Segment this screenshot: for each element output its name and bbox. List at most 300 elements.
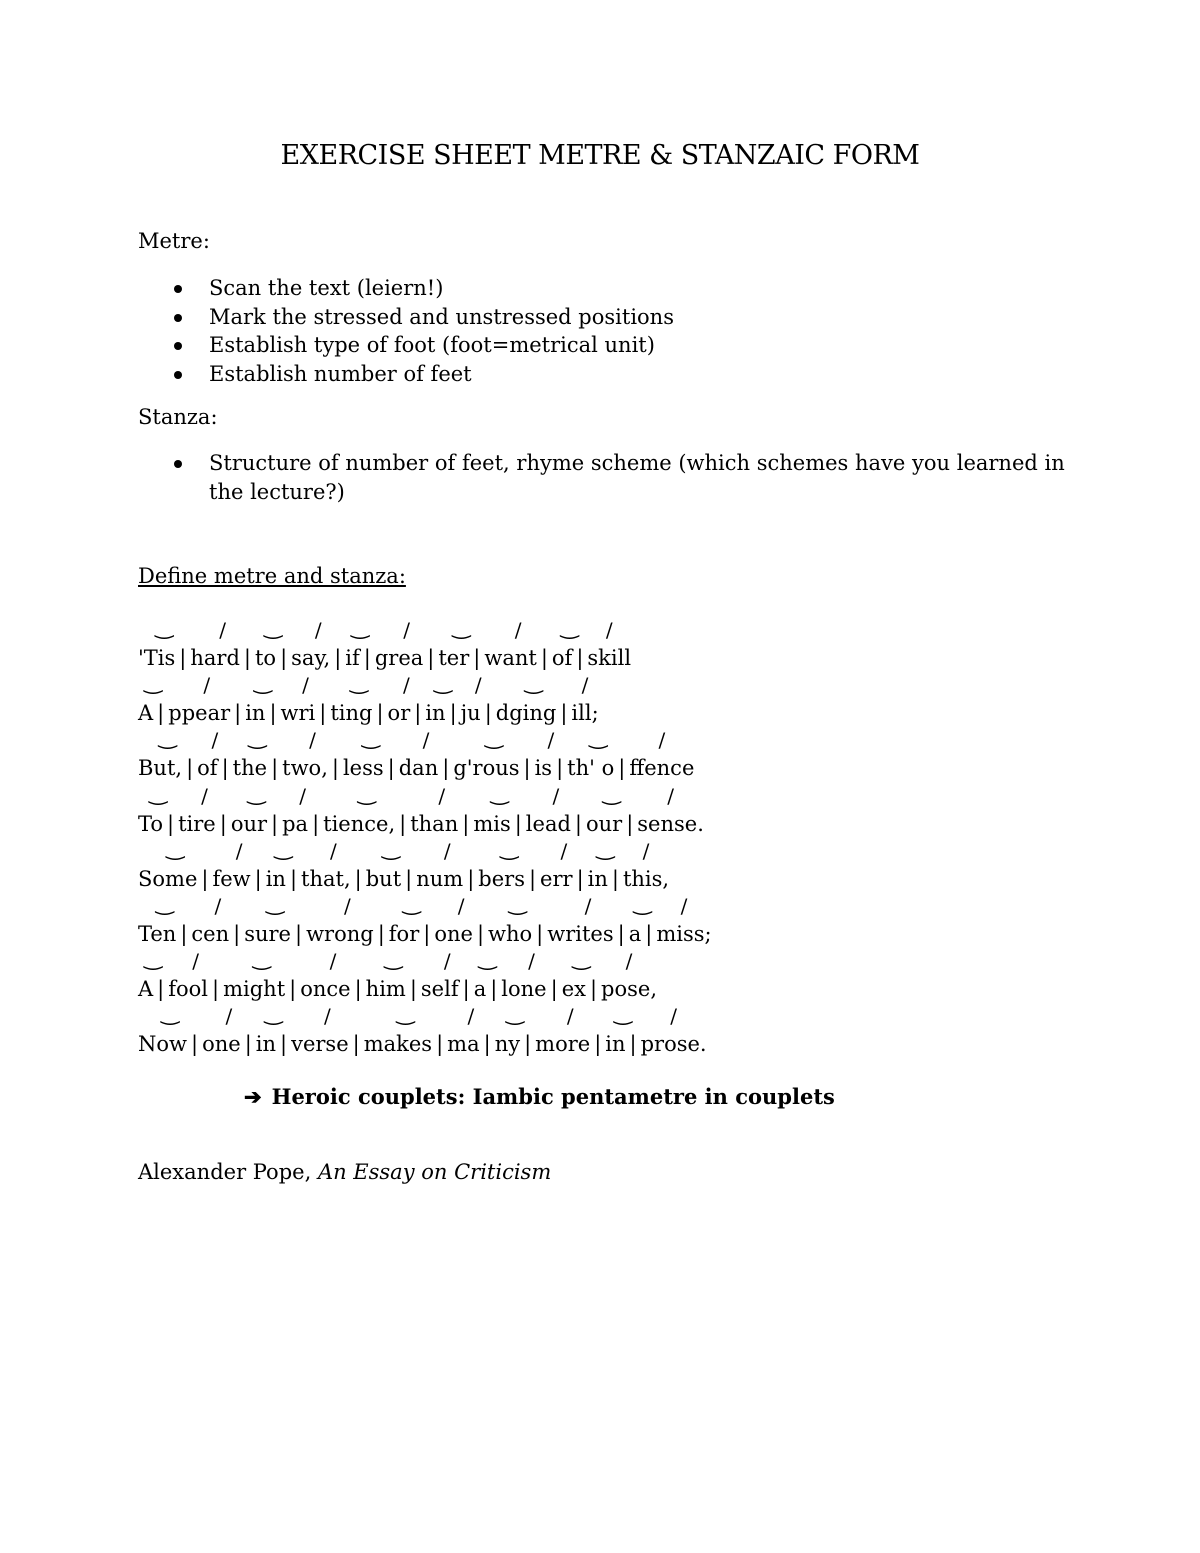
syllable-text: A bbox=[138, 977, 154, 1002]
unstressed-mark: ‿ bbox=[614, 1001, 632, 1027]
stressed-mark: / bbox=[314, 618, 322, 642]
stanza-label: Stanza: bbox=[138, 405, 218, 429]
syllable bbox=[399, 730, 454, 784]
syllable bbox=[323, 780, 410, 840]
syllable-text: dan bbox=[398, 756, 439, 781]
stressed-mark: / bbox=[309, 728, 316, 753]
syllable bbox=[535, 1006, 605, 1060]
syllable-text: in bbox=[265, 866, 286, 891]
unstressed-mark: ‿ bbox=[396, 1001, 415, 1027]
stressed-mark: / bbox=[581, 673, 589, 698]
verse-line bbox=[138, 780, 1038, 841]
syllable-text: if bbox=[345, 646, 360, 670]
foot-divider: | bbox=[295, 921, 303, 946]
syllable bbox=[138, 780, 178, 840]
syllable bbox=[540, 838, 588, 895]
unstressed-mark: ‿ bbox=[144, 670, 162, 696]
stressed-mark: / bbox=[584, 893, 592, 918]
foot-divider: | bbox=[243, 646, 251, 670]
stressed-mark: / bbox=[670, 1004, 677, 1029]
foot-divider: | bbox=[405, 866, 413, 891]
syllable bbox=[202, 1006, 256, 1060]
foot-divider: | bbox=[271, 756, 279, 781]
syllable-text: ma bbox=[447, 1032, 480, 1057]
stressed-mark: / bbox=[192, 949, 200, 974]
source-author: Alexander Pope, bbox=[138, 1160, 318, 1184]
stressed-mark: / bbox=[201, 783, 208, 808]
syllable bbox=[365, 946, 421, 1005]
syllable bbox=[232, 725, 282, 784]
syllable-text: lead bbox=[525, 811, 571, 836]
syllable-text: Ten bbox=[138, 921, 177, 946]
foot-divider: | bbox=[462, 977, 470, 1002]
foot-divider: | bbox=[179, 646, 187, 670]
syllable bbox=[447, 1006, 495, 1060]
stressed-mark: / bbox=[443, 949, 451, 974]
source-citation bbox=[138, 1160, 551, 1184]
syllable-text: hard bbox=[190, 646, 240, 670]
unstressed-mark: ‿ bbox=[158, 725, 177, 751]
foot-divider: | bbox=[157, 701, 165, 726]
foot-divider: | bbox=[201, 866, 209, 891]
syllable bbox=[138, 725, 197, 784]
syllable-text: dging bbox=[495, 701, 557, 726]
syllable-text: sure bbox=[244, 921, 291, 946]
syllable-text: But, bbox=[138, 756, 183, 781]
verse-line bbox=[138, 725, 1038, 785]
metre-label: Metre: bbox=[138, 229, 210, 253]
syllable bbox=[473, 780, 525, 840]
stressed-mark: / bbox=[680, 893, 688, 918]
syllable bbox=[244, 890, 306, 950]
syllable bbox=[501, 951, 561, 1005]
syllable bbox=[547, 893, 628, 950]
syllable bbox=[605, 1001, 640, 1060]
define-heading: Define metre and stanza: bbox=[138, 564, 406, 588]
syllable-text: or bbox=[387, 701, 411, 726]
syllable-text: once bbox=[300, 977, 351, 1002]
syllable bbox=[363, 1001, 447, 1060]
syllable bbox=[434, 893, 488, 950]
foot-divider: | bbox=[280, 1032, 288, 1057]
unstressed-mark: ‿ bbox=[500, 835, 518, 861]
syllable-text: but bbox=[365, 866, 402, 891]
syllable bbox=[416, 838, 478, 895]
unstressed-mark: ‿ bbox=[589, 725, 608, 751]
unstressed-mark: ‿ bbox=[596, 835, 615, 861]
syllable bbox=[629, 730, 694, 784]
foot-divider: | bbox=[576, 866, 584, 891]
arrow-right-icon: ➔ bbox=[244, 1084, 262, 1109]
foot-divider: | bbox=[423, 921, 431, 946]
syllable bbox=[461, 675, 496, 729]
source-work: An Essay on Criticism bbox=[317, 1160, 552, 1184]
syllable-text: miss; bbox=[656, 921, 712, 946]
stressed-mark: / bbox=[625, 949, 633, 974]
unstressed-mark: ‿ bbox=[357, 780, 376, 806]
syllable-text: than bbox=[410, 811, 459, 836]
verse-line bbox=[138, 890, 1038, 951]
foot-divider: | bbox=[473, 646, 481, 670]
syllable-text: a bbox=[628, 921, 642, 946]
foot-divider: | bbox=[476, 921, 485, 946]
scansion-block bbox=[138, 615, 1038, 1062]
syllable bbox=[551, 615, 588, 674]
foot-divider: | bbox=[376, 701, 384, 726]
stressed-mark: / bbox=[642, 838, 650, 863]
syllable bbox=[345, 615, 375, 674]
unstressed-mark: ‿ bbox=[485, 725, 503, 751]
syllable-text: ter bbox=[438, 646, 470, 670]
foot-divider: | bbox=[490, 977, 498, 1002]
bullet-icon bbox=[174, 285, 182, 293]
stressed-mark: / bbox=[658, 728, 666, 753]
verse-line bbox=[138, 615, 1038, 675]
foot-divider: | bbox=[186, 756, 194, 781]
unstressed-mark: ‿ bbox=[155, 890, 174, 916]
syllable bbox=[567, 725, 629, 784]
unstressed-mark: ‿ bbox=[452, 615, 471, 640]
syllable-text: pose, bbox=[601, 977, 658, 1002]
syllable bbox=[488, 890, 547, 950]
syllable bbox=[138, 835, 212, 895]
bullet-icon bbox=[174, 371, 182, 379]
unstressed-mark: ‿ bbox=[402, 890, 421, 916]
stressed-mark: / bbox=[605, 618, 613, 642]
syllable-text: ppear bbox=[168, 701, 231, 726]
conclusion bbox=[244, 1084, 835, 1109]
syllable bbox=[425, 670, 460, 729]
syllable-text: tience, bbox=[323, 811, 396, 836]
stressed-mark: / bbox=[235, 838, 243, 863]
unstressed-mark: ‿ bbox=[155, 615, 174, 640]
syllable bbox=[138, 1001, 202, 1060]
unstressed-mark: ‿ bbox=[560, 615, 579, 640]
foot-divider: | bbox=[523, 756, 531, 781]
syllable bbox=[571, 675, 598, 729]
foot-divider: | bbox=[363, 646, 371, 670]
syllable bbox=[282, 730, 343, 784]
stressed-mark: / bbox=[547, 728, 555, 753]
syllable bbox=[191, 893, 244, 950]
list-item: Establish type of foot (foot=metrical unit) bbox=[138, 331, 1068, 360]
syllable-text: self bbox=[420, 977, 459, 1002]
syllable-text: ting bbox=[330, 701, 373, 726]
stressed-mark: / bbox=[443, 838, 451, 863]
verse-line bbox=[138, 670, 1038, 730]
stressed-mark: / bbox=[330, 838, 337, 863]
syllable-text: this, bbox=[622, 866, 670, 891]
foot-divider: | bbox=[442, 756, 450, 781]
foot-divider: | bbox=[271, 811, 279, 836]
syllable bbox=[587, 620, 631, 674]
syllable bbox=[254, 615, 291, 674]
syllable-text: in bbox=[255, 1032, 277, 1057]
syllable-text: the bbox=[232, 756, 268, 781]
foot-divider: | bbox=[594, 1032, 602, 1057]
foot-divider: | bbox=[354, 977, 362, 1002]
syllable-text: sense. bbox=[637, 811, 704, 836]
syllable bbox=[473, 946, 502, 1005]
stressed-mark: / bbox=[474, 673, 482, 698]
list-item: Structure of number of feet, rhyme scheme (which schemes have you learned in the lecture?) bbox=[138, 449, 1068, 506]
stressed-mark: / bbox=[344, 893, 351, 918]
foot-divider: | bbox=[483, 1032, 491, 1057]
syllable-text: cen bbox=[191, 921, 230, 946]
syllable bbox=[421, 951, 474, 1005]
syllable-text: wri bbox=[280, 701, 316, 726]
foot-divider: | bbox=[514, 811, 522, 836]
foot-divider: | bbox=[436, 1032, 444, 1057]
foot-divider: | bbox=[626, 811, 634, 836]
syllable-text: makes bbox=[363, 1032, 433, 1057]
syllable-text: fool bbox=[168, 977, 209, 1002]
bullet-icon bbox=[174, 342, 182, 350]
unstressed-mark: ‿ bbox=[602, 780, 621, 806]
foot-divider: | bbox=[280, 646, 288, 670]
foot-divider: | bbox=[319, 701, 327, 726]
unstressed-mark: ‿ bbox=[149, 780, 167, 806]
foot-divider: | bbox=[354, 866, 362, 891]
syllable bbox=[453, 725, 534, 784]
syllable-text: Some bbox=[138, 866, 198, 891]
syllable bbox=[410, 783, 473, 840]
unstressed-mark: ‿ bbox=[266, 890, 284, 916]
syllable bbox=[245, 670, 280, 729]
syllable-text: might bbox=[223, 977, 286, 1002]
stressed-mark: / bbox=[467, 1004, 475, 1029]
stressed-mark: / bbox=[514, 618, 522, 642]
syllable-text: of bbox=[551, 646, 573, 670]
syllable bbox=[342, 725, 399, 784]
foot-divider: | bbox=[556, 756, 564, 781]
unstressed-mark: ‿ bbox=[350, 670, 368, 696]
foot-divider: | bbox=[269, 701, 277, 726]
syllable-text: one bbox=[202, 1032, 241, 1057]
syllable-text: ny bbox=[494, 1032, 521, 1057]
syllable-text: to bbox=[254, 646, 277, 670]
syllable-text: ffence bbox=[629, 756, 695, 781]
syllable bbox=[628, 890, 657, 950]
stressed-mark: / bbox=[214, 893, 222, 918]
syllable-text: th' o bbox=[567, 756, 615, 781]
syllable-text: our bbox=[230, 811, 268, 836]
stressed-mark: / bbox=[211, 728, 219, 753]
foot-divider: | bbox=[528, 866, 537, 891]
syllable bbox=[168, 951, 223, 1005]
foot-divider: | bbox=[191, 1032, 199, 1057]
syllable-text: want bbox=[484, 646, 537, 670]
syllable-text: less bbox=[342, 756, 384, 781]
verse-line bbox=[138, 835, 1038, 896]
syllable bbox=[138, 670, 168, 729]
syllable bbox=[484, 620, 552, 674]
syllable bbox=[525, 783, 586, 840]
foot-divider: | bbox=[550, 977, 558, 1002]
unstressed-mark: ‿ bbox=[524, 670, 543, 696]
syllable-text: lone bbox=[501, 977, 547, 1002]
foot-divider: | bbox=[244, 1032, 252, 1057]
syllable bbox=[282, 783, 323, 840]
foot-divider: | bbox=[254, 866, 262, 891]
syllable-text: verse bbox=[291, 1032, 349, 1057]
stressed-mark: / bbox=[225, 1004, 233, 1029]
foot-divider: | bbox=[399, 811, 407, 836]
bullet-icon bbox=[174, 460, 182, 468]
foot-divider: | bbox=[467, 866, 475, 891]
foot-divider: | bbox=[312, 811, 320, 836]
stressed-mark: / bbox=[219, 618, 227, 642]
syllable bbox=[138, 946, 168, 1005]
foot-divider: | bbox=[576, 646, 584, 670]
syllable bbox=[291, 1006, 364, 1060]
unstressed-mark: ‿ bbox=[478, 946, 497, 972]
foot-divider: | bbox=[524, 1032, 532, 1057]
foot-divider: | bbox=[427, 646, 435, 670]
syllable bbox=[168, 675, 245, 729]
syllable bbox=[388, 675, 426, 729]
unstressed-mark: ‿ bbox=[382, 835, 400, 861]
syllable-text: num bbox=[416, 866, 464, 891]
unstressed-mark: ‿ bbox=[508, 890, 527, 916]
foot-divider: | bbox=[289, 866, 298, 891]
syllable-text: two, bbox=[282, 756, 328, 781]
syllable-text: in bbox=[425, 701, 446, 726]
foot-divider: | bbox=[560, 701, 568, 726]
foot-divider: | bbox=[157, 977, 165, 1002]
stressed-mark: / bbox=[203, 673, 211, 698]
unstressed-mark: ‿ bbox=[572, 946, 591, 972]
syllable bbox=[587, 835, 623, 895]
syllable bbox=[561, 946, 601, 1005]
foot-divider: | bbox=[618, 756, 626, 781]
syllable bbox=[535, 730, 568, 784]
unstressed-mark: ‿ bbox=[248, 725, 267, 751]
syllable-text: g'rous bbox=[453, 756, 520, 781]
foot-divider: | bbox=[617, 921, 625, 946]
syllable-text: in bbox=[245, 701, 266, 726]
conclusion-text: Heroic couplets: Iambic pentametre in couplets bbox=[271, 1084, 835, 1109]
unstressed-mark: ‿ bbox=[161, 1001, 179, 1027]
foot-divider: | bbox=[540, 646, 548, 670]
syllable-text: skill bbox=[587, 646, 632, 670]
syllable bbox=[495, 670, 572, 729]
syllable bbox=[138, 890, 191, 950]
stressed-mark: / bbox=[324, 1004, 331, 1029]
syllable-text: ju bbox=[460, 701, 481, 726]
syllable bbox=[478, 835, 540, 895]
syllable-text: writes bbox=[547, 921, 614, 946]
unstressed-mark: ‿ bbox=[252, 946, 271, 972]
foot-divider: | bbox=[629, 1032, 637, 1057]
syllable bbox=[365, 835, 417, 895]
syllable bbox=[300, 951, 365, 1005]
bullet-icon bbox=[174, 314, 182, 322]
syllable bbox=[281, 675, 331, 729]
page-title: EXERCISE SHEET METRE & STANZAIC FORM bbox=[280, 140, 920, 171]
stressed-mark: / bbox=[560, 838, 568, 863]
stressed-mark: / bbox=[403, 673, 410, 698]
syllable bbox=[438, 615, 484, 674]
syllable bbox=[230, 780, 282, 840]
foot-divider: | bbox=[611, 866, 619, 891]
syllable-text: pa bbox=[282, 811, 309, 836]
foot-divider: | bbox=[574, 811, 582, 836]
foot-divider: | bbox=[233, 921, 241, 946]
foot-divider: | bbox=[334, 646, 342, 670]
syllable-text: prose. bbox=[640, 1032, 707, 1057]
stressed-mark: / bbox=[566, 1004, 574, 1029]
foot-divider: | bbox=[449, 701, 457, 726]
unstressed-mark: ‿ bbox=[144, 946, 162, 972]
syllable bbox=[388, 890, 435, 950]
foot-divider: | bbox=[645, 921, 653, 946]
syllable-text: of bbox=[197, 756, 218, 781]
foot-divider: | bbox=[352, 1032, 360, 1057]
stressed-mark: / bbox=[438, 783, 446, 808]
foot-divider: | bbox=[331, 756, 339, 781]
foot-divider: | bbox=[414, 701, 422, 726]
unstressed-mark: ‿ bbox=[434, 670, 452, 696]
stressed-mark: / bbox=[528, 949, 535, 974]
syllable bbox=[494, 1001, 535, 1060]
foot-divider: | bbox=[409, 977, 417, 1002]
foot-divider: | bbox=[180, 921, 188, 946]
syllable-text: say, bbox=[291, 646, 331, 670]
stressed-mark: / bbox=[667, 783, 674, 808]
syllable-text: in bbox=[605, 1032, 626, 1057]
syllable-text: few bbox=[212, 866, 251, 891]
stressed-mark: / bbox=[422, 728, 430, 753]
syllable-text: grea bbox=[374, 646, 424, 670]
syllable bbox=[138, 615, 190, 674]
syllable bbox=[306, 893, 389, 950]
syllable bbox=[223, 946, 300, 1005]
stressed-mark: / bbox=[403, 618, 410, 642]
foot-divider: | bbox=[234, 701, 242, 726]
syllable-text: Now bbox=[138, 1032, 187, 1057]
syllable-text: that, bbox=[301, 866, 351, 891]
stressed-mark: / bbox=[457, 893, 465, 918]
foot-divider: | bbox=[589, 977, 598, 1002]
stressed-mark: / bbox=[302, 673, 309, 698]
syllable bbox=[585, 780, 637, 840]
syllable bbox=[601, 951, 657, 1005]
syllable-text: a bbox=[473, 977, 487, 1002]
foot-divider: | bbox=[219, 811, 227, 836]
syllable bbox=[656, 893, 712, 950]
syllable bbox=[255, 1001, 291, 1060]
unstressed-mark: ‿ bbox=[506, 1001, 524, 1027]
unstressed-mark: ‿ bbox=[264, 1001, 283, 1027]
foot-divider: | bbox=[289, 977, 297, 1002]
foot-divider: | bbox=[167, 811, 175, 836]
syllable bbox=[212, 838, 265, 895]
unstressed-mark: ‿ bbox=[633, 890, 652, 916]
syllable-text: A bbox=[138, 701, 154, 726]
syllable-text: wrong bbox=[306, 921, 374, 946]
syllable-text: is bbox=[534, 756, 553, 781]
list-item: Scan the text (leiern!) bbox=[138, 274, 1068, 303]
syllable-text: in bbox=[587, 866, 608, 891]
syllable-text: bers bbox=[478, 866, 525, 891]
syllable-text: tire bbox=[178, 811, 216, 836]
syllable-text: ex bbox=[561, 977, 586, 1002]
unstressed-mark: ‿ bbox=[490, 780, 509, 806]
foot-divider: | bbox=[462, 811, 470, 836]
syllable-text: err bbox=[540, 866, 573, 891]
stressed-mark: / bbox=[329, 949, 337, 974]
